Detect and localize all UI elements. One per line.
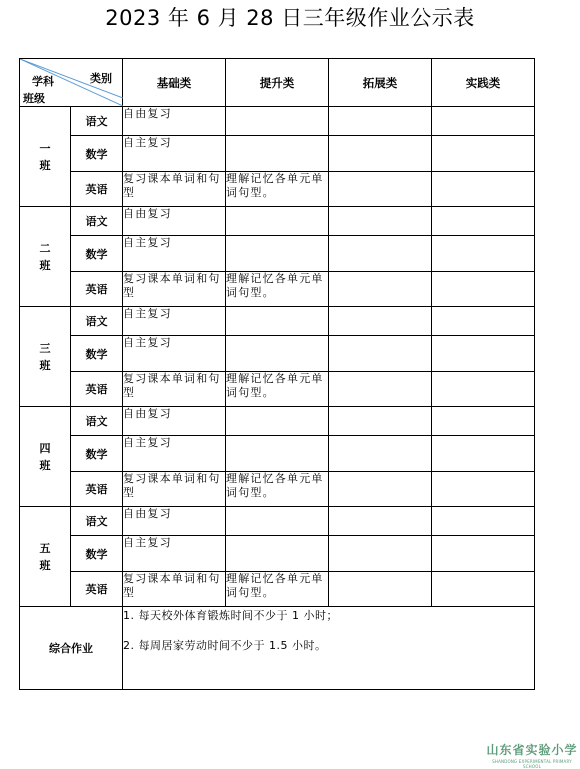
- subject-cell: 数学: [71, 536, 123, 572]
- improve-homework-cell: 理解记忆各单元单词句型。: [226, 472, 329, 507]
- column-header-basic: 基础类: [123, 59, 226, 107]
- extend-homework-cell: [329, 436, 432, 472]
- improve-homework-cell: [226, 107, 329, 136]
- school-logo-name: 山东省实验小学: [486, 743, 578, 757]
- table-row: [20, 107, 535, 136]
- school-logo-english: SHANDONG EXPERIMENTAL PRIMARY SCHOOL: [492, 759, 572, 769]
- practice-homework-cell: [432, 136, 535, 172]
- school-logo: [486, 741, 578, 769]
- extend-homework-cell: [329, 207, 432, 236]
- header-row: [20, 59, 535, 107]
- table-row: [20, 136, 535, 172]
- basic-homework-cell: 自由复习: [123, 407, 226, 436]
- improve-homework-cell: 理解记忆各单元单词句型。: [226, 372, 329, 407]
- practice-homework-cell: [432, 536, 535, 572]
- table-row: [20, 472, 535, 507]
- class-name-cell: 三 班: [20, 307, 71, 407]
- extend-homework-cell: [329, 336, 432, 372]
- improve-homework-cell: [226, 536, 329, 572]
- corner-class-label: 班级: [23, 92, 45, 105]
- improve-homework-cell: 理解记忆各单元单词句型。: [226, 172, 329, 207]
- column-header-extend: 拓展类: [329, 59, 432, 107]
- basic-homework-cell: 自主复习: [123, 336, 226, 372]
- practice-homework-cell: [432, 336, 535, 372]
- corner-category-label: 类别: [90, 72, 112, 85]
- practice-homework-cell: [432, 272, 535, 307]
- table-row: [20, 436, 535, 472]
- table-row: [20, 207, 535, 236]
- comprehensive-item: 2. 每周居家劳动时间不少于 1.5 小时。: [123, 639, 327, 652]
- improve-homework-cell: [226, 407, 329, 436]
- improve-homework-cell: [226, 136, 329, 172]
- improve-homework-cell: [226, 336, 329, 372]
- practice-homework-cell: [432, 407, 535, 436]
- practice-homework-cell: [432, 107, 535, 136]
- subject-cell: 语文: [71, 307, 123, 336]
- table-row: [20, 407, 535, 436]
- subject-cell: 语文: [71, 107, 123, 136]
- basic-homework-cell: 自主复习: [123, 136, 226, 172]
- extend-homework-cell: [329, 572, 432, 607]
- practice-homework-cell: [432, 236, 535, 272]
- improve-homework-cell: [226, 507, 329, 536]
- comprehensive-label: 综合作业: [20, 607, 123, 690]
- improve-homework-cell: [226, 436, 329, 472]
- class-name-cell: 五 班: [20, 507, 71, 607]
- basic-homework-cell: 自由复习: [123, 107, 226, 136]
- practice-homework-cell: [432, 172, 535, 207]
- subject-cell: 英语: [71, 172, 123, 207]
- extend-homework-cell: [329, 272, 432, 307]
- extend-homework-cell: [329, 107, 432, 136]
- practice-homework-cell: [432, 572, 535, 607]
- class-name-cell: 四 班: [20, 407, 71, 507]
- subject-cell: 语文: [71, 507, 123, 536]
- table-row: [20, 536, 535, 572]
- subject-cell: 英语: [71, 572, 123, 607]
- basic-homework-cell: 自由复习: [123, 507, 226, 536]
- basic-homework-cell: 复习课本单词和句型: [123, 172, 226, 207]
- comprehensive-item: 1. 每天校外体育锻炼时间不少于 1 小时；: [123, 609, 338, 622]
- extend-homework-cell: [329, 172, 432, 207]
- column-header-improve: 提升类: [226, 59, 329, 107]
- basic-homework-cell: 复习课本单词和句型: [123, 572, 226, 607]
- improve-homework-cell: [226, 236, 329, 272]
- practice-homework-cell: [432, 307, 535, 336]
- corner-cell: [20, 59, 123, 107]
- extend-homework-cell: [329, 507, 432, 536]
- basic-homework-cell: 自主复习: [123, 236, 226, 272]
- subject-cell: 数学: [71, 336, 123, 372]
- practice-homework-cell: [432, 507, 535, 536]
- table-row: [20, 236, 535, 272]
- subject-cell: 英语: [71, 372, 123, 407]
- practice-homework-cell: [432, 436, 535, 472]
- subject-cell: 语文: [71, 207, 123, 236]
- table-row: [20, 507, 535, 536]
- class-name-cell: 二 班: [20, 207, 71, 307]
- subject-cell: 语文: [71, 407, 123, 436]
- improve-homework-cell: 理解记忆各单元单词句型。: [226, 272, 329, 307]
- practice-homework-cell: [432, 472, 535, 507]
- table-row: [20, 307, 535, 336]
- improve-homework-cell: 理解记忆各单元单词句型。: [226, 572, 329, 607]
- extend-homework-cell: [329, 536, 432, 572]
- table-row: [20, 372, 535, 407]
- basic-homework-cell: 自主复习: [123, 536, 226, 572]
- extend-homework-cell: [329, 307, 432, 336]
- subject-cell: 英语: [71, 272, 123, 307]
- improve-homework-cell: [226, 207, 329, 236]
- extend-homework-cell: [329, 236, 432, 272]
- extend-homework-cell: [329, 407, 432, 436]
- corner-subject-label: 学科: [32, 75, 54, 88]
- homework-table: [19, 58, 535, 690]
- comprehensive-content: [123, 607, 535, 690]
- basic-homework-cell: 复习课本单词和句型: [123, 472, 226, 507]
- table-body: [20, 107, 535, 607]
- column-header-practice: 实践类: [432, 59, 535, 107]
- class-name-cell: 一 班: [20, 107, 71, 207]
- basic-homework-cell: 自主复习: [123, 307, 226, 336]
- extend-homework-cell: [329, 472, 432, 507]
- extend-homework-cell: [329, 136, 432, 172]
- subject-cell: 英语: [71, 472, 123, 507]
- basic-homework-cell: 自主复习: [123, 436, 226, 472]
- subject-cell: 数学: [71, 136, 123, 172]
- comprehensive-row: [20, 607, 535, 690]
- basic-homework-cell: 自由复习: [123, 207, 226, 236]
- table-row: [20, 272, 535, 307]
- practice-homework-cell: [432, 372, 535, 407]
- subject-cell: 数学: [71, 236, 123, 272]
- improve-homework-cell: [226, 307, 329, 336]
- basic-homework-cell: 复习课本单词和句型: [123, 272, 226, 307]
- subject-cell: 数学: [71, 436, 123, 472]
- extend-homework-cell: [329, 372, 432, 407]
- table-row: [20, 172, 535, 207]
- page-title: 2023 年 6 月 28 日三年级作业公示表: [105, 6, 475, 30]
- table-row: [20, 572, 535, 607]
- practice-homework-cell: [432, 207, 535, 236]
- table-row: [20, 336, 535, 372]
- basic-homework-cell: 复习课本单词和句型: [123, 372, 226, 407]
